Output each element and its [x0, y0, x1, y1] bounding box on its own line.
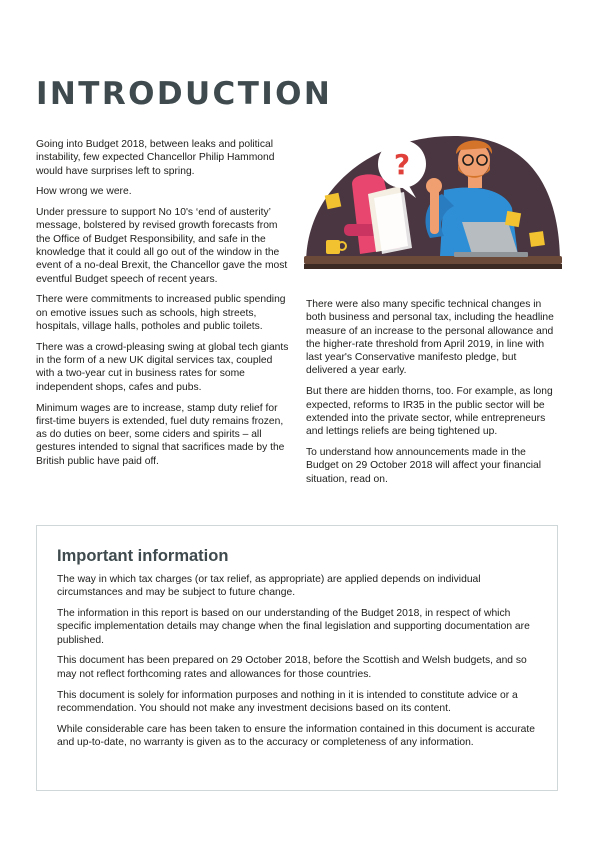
intro-right-column — [306, 298, 560, 493]
man-forearm — [430, 186, 439, 234]
desk — [304, 256, 562, 264]
disclaimer-paragraph: While considerable care has been taken to ensure the information contained in this document is accurate and up-to-date, no warranty is given as to the accuracy or completeness of any information. — [57, 723, 535, 748]
intro-paragraph: To understand how announcements made in the Budget on 29 October 2018 will affect your financial situation, read on. — [306, 446, 542, 485]
man-at-desk-illustration — [304, 128, 562, 280]
question-icon: ? — [393, 148, 411, 181]
disclaimer-paragraph: This document is solely for information purposes and nothing in it is intended to constitute advice or a recommendation. You should not make any investment decisions based on its content. — [57, 689, 518, 714]
intro-paragraph: There were commitments to increased public spending on emotive issues such as schools, high streets, hospitals, village halls, potholes and public toilets. — [36, 294, 286, 333]
intro-left-column — [36, 138, 290, 476]
page-title: INTRODUCTION — [36, 76, 333, 112]
intro-paragraph: Under pressure to support No 10's ‘end of austerity’ message, bolstered by revised growth forecasts from the Office of Budget Responsibility, and safe in the knowledge that it could all go out of the window in the event of a no-deal Brexit, the Chancellor gave the most eventful Budget speech of recent years. — [36, 207, 288, 285]
desk-shadow — [304, 264, 562, 269]
intro-paragraph: How wrong we were. — [36, 186, 132, 198]
disclaimer-paragraph: The way in which tax charges (or tax relief, as appropriate) are applied depends on individual circumstances and may be subject to future change. — [57, 574, 481, 599]
intro-paragraph: Going into Budget 2018, between leaks and political instability, few expected Chancellor Philip Hammond would have surprises left to spring. — [36, 139, 275, 177]
disclaimer-paragraph: This document has been prepared on 29 October 2018, before the Scottish and Welsh budgets, and so may not reflect forthcoming rates and allowances for those countries. — [57, 655, 527, 680]
laptop-base — [454, 252, 528, 257]
important-information-title: Important information — [57, 547, 229, 565]
important-information-box — [36, 525, 558, 791]
intro-paragraph: But there are hidden thorns, too. For example, as long expected, reforms to IR35 in the public sector will be extended into the private sector, while entrepreneurs and lettings reliefs are being tightened up. — [306, 386, 553, 438]
intro-paragraph: There was a crowd-pleasing swing at global tech giants in the form of a new UK digital services tax, coupled with a two-year cut in business rates for some independent shops, cafes and pubs. — [36, 341, 289, 393]
intro-paragraph: There were also many specific technical changes in both business and personal tax, including the headline measure of an increase to the personal allowance and the higher-rate threshold from April 2019, in line with last year's Conservative manifesto pledge, but delivered a year early. — [306, 299, 554, 377]
intro-paragraph: Minimum wages are to increase, stamp duty relief for first-time buyers is extended, fuel duty remains frozen, as do duties on beer, some ciders and spirits – all gestures intended to signal that sacrifices made by the British public have paid off. — [36, 402, 285, 467]
disclaimer-paragraph: The information in this report is based on our understanding of the Budget 2018, in respect of which specific implementation details may change when the final legislation and supporting documentation are published. — [57, 608, 530, 646]
